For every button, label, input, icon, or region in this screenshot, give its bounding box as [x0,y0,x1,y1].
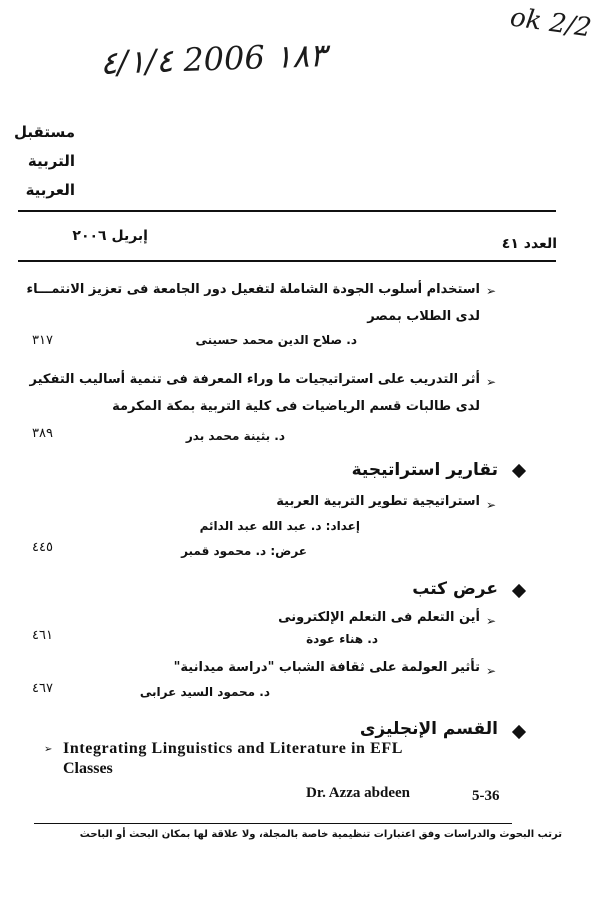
article-2-author: د. بثينة محمد بدر [185,429,285,443]
english-article-author: Dr. Azza abdeen [306,785,411,801]
footer-note: ترتب البحوث والدراسات وفق اعتبارات تنظيمية خاصة بالمجلة، ولا علاقة لها بمكان البحث أو الباحث [79,829,562,840]
issue-bar-top-rule [18,210,556,212]
strategic-report-title: استراتيجية تطوير التربية العربية [276,494,480,509]
article-1-page: ٣١٧ [32,333,53,348]
article-2-page: ٣٨٩ [32,426,53,441]
article-1-title-line-1: استخدام أسلوب الجودة الشاملة لتفعيل دور الجامعة فى تعزيز الانتمـــاء [26,282,480,297]
english-section-diamond-icon [512,725,526,739]
article-1-arrow-icon: ➢ [486,284,497,298]
english-article-arrow-icon: ➢ [44,744,53,755]
book-reviews-heading: عرض كتب [412,579,498,599]
issue-bar-bottom-rule [18,260,556,262]
article-2-title-line-2: لدى طالبات قسم الرياضيات فى كلية التربية بمكة المكرمة [112,399,480,414]
strategic-report-presented-by: عرض: د. محمود قمبر [181,544,307,558]
masthead-line-3: العربية [25,181,75,199]
english-article-pages: 5-36 [472,788,500,804]
english-article-title-line-2: Classes [63,760,113,777]
masthead-line-1: مستقبل [14,123,75,141]
book-review-1-page: ٤٦١ [32,628,53,643]
masthead [14,118,75,205]
book-review-1-arrow-icon: ➢ [486,614,497,628]
english-section-heading: القسم الإنجليزى [359,719,498,739]
handwritten-date-line: ٤/١/٤ 2006 ١٨٣ [99,36,328,82]
footer-rule [34,823,512,824]
article-2-arrow-icon: ➢ [486,375,497,389]
book-review-2-title: تأثير العولمة على ثقافة الشباب "دراسة ميدانية" [173,660,480,675]
book-review-1-author: د. هناء عودة [306,632,378,646]
issue-date: إبريل ٢٠٠٦ [72,228,148,244]
book-review-2-arrow-icon: ➢ [486,664,497,678]
book-review-1-title: أين التعلم فى التعلم الإلكترونى [278,610,480,625]
article-1-author: د. صلاح الدين محمد حسينى [195,333,357,347]
strategic-report-arrow-icon: ➢ [486,498,497,512]
strategic-reports-diamond-icon [512,464,526,478]
issue-number: العدد ٤١ [501,236,557,252]
article-1-title-line-2: لدى الطلاب بمصر [367,309,480,324]
book-review-2-author: د. محمود السيد عرابى [139,685,270,699]
strategic-report-prepared-by: إعداد: د. عبد الله عبد الدائم [199,519,360,533]
article-2-title-line-1: أثر التدريب على استراتيجيات ما وراء المعرفة فى تنمية أساليب التفكير [29,372,480,387]
book-reviews-diamond-icon [512,584,526,598]
handwritten-note-top-right: ok 2/2 [508,2,594,44]
masthead-line-2: التربية [27,152,75,170]
strategic-reports-heading: تقارير استراتيجية [351,460,498,480]
english-article-title-line-1: Integrating Linguistics and Literature in EFL [63,740,404,757]
book-review-2-page: ٤٦٧ [32,681,53,696]
strategic-report-page: ٤٤٥ [32,540,53,555]
